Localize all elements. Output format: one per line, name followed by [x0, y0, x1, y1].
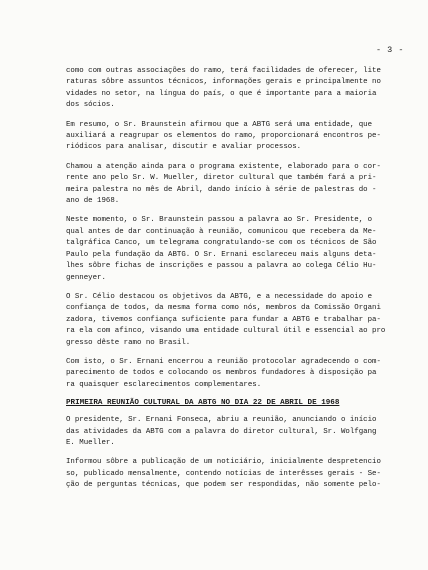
text-line: gresso dêste ramo no Brasil. [66, 338, 191, 347]
text-line: E. Mueller. [66, 438, 115, 447]
paragraph-program [66, 162, 402, 208]
text-line: Chamou a atenção ainda para o programa existente, elaborado para o cor- [66, 162, 381, 171]
text-line: auxiliará a reagrupar os elementos do ramo, proporcionará encontros pe- [66, 132, 381, 141]
text-line: ra quaisquer esclarecimentos complementares. [66, 380, 262, 389]
text-line: ra ela com afinco, visando uma entidade cultural útil e essencial ao pro [66, 327, 386, 336]
page-number: - 3 - [375, 45, 404, 55]
text-line: dos sócios. [66, 101, 115, 110]
text-line: Neste momento, o Sr. Braunstein passou a palavra ao Sr. Presidente, o [66, 216, 373, 225]
text-line: vidades no setor, na língua do país, o que é importante para a maioria [66, 89, 377, 98]
text-line: das atividades da ABTG com a palavra do diretor cultural, Sr. Wolfgang [66, 427, 377, 436]
text-line: zadora, tivemos confiança suficiente para fundar a ABTG e trabalhar pa- [66, 315, 381, 324]
text-line: Com isto, o Sr. Ernani encerrou a reunião protocolar agradecendo o com- [66, 357, 381, 366]
text-line: Informou sôbre a publicação de um noticiário, inicialmente despretencio [66, 458, 381, 467]
paragraph-opening [66, 415, 402, 449]
text-line: parecimento de todos e colocando os membros fundadores à disposição pa [66, 369, 377, 378]
text-line: Paulo pela fundação da ABTG. O Sr. Ernani esclareceu mais alguns deta- [66, 250, 377, 259]
text-line: lhes sôbre fichas de inscrições e passou a palavra ao colega Célio Hu- [66, 262, 377, 271]
text-line: qual antes de dar continuação à reunião, comunicou que recebera da Me- [66, 227, 377, 236]
text-line: so, publicado mensalmente, contendo notícias de interêsses gerais - Se- [66, 469, 381, 478]
text-line: O Sr. Célio destacou os objetivos da ABTG, e a necessidade do apoio e [66, 292, 373, 301]
text-line: meira palestra no mês de Abril, dando início à série de palestras do - [66, 185, 377, 194]
text-line: ano de 1968. [66, 197, 120, 206]
text-line: ção de perguntas técnicas, que podem ser respondidas, não somente pelo- [66, 481, 381, 490]
text-line: talgráfica Canco, um telegrama congratulando-se com os técnicos de São [66, 239, 377, 248]
text-line: riódicos para analisar, discutir e avaliar processos. [66, 143, 302, 152]
document-body [66, 66, 402, 500]
section-heading: PRIMEIRA REUNIÃO CULTURAL DA ABTG NO DIA 22 DE ABRIL DE 1968 [66, 399, 340, 408]
paragraph-closing [66, 357, 402, 391]
paragraph-president [66, 215, 402, 283]
text-line: confiança de todos, da mesma forma como nós, membros da Comissão Organi [66, 304, 381, 313]
text-line: rente ano pelo Sr. W. Mueller, diretor cultural que também fará a pri- [66, 174, 377, 183]
paragraph-associations [66, 66, 402, 112]
paragraph-summary [66, 120, 402, 154]
paragraph-celio [66, 292, 402, 349]
text-line: O presidente, Sr. Ernani Fonseca, abriu a reunião, anunciando o início [66, 416, 377, 425]
text-line: raturas sôbre assuntos técnicos, informações gerais e principalmente no [66, 78, 381, 87]
paragraph-newsletter [66, 457, 402, 491]
text-line: Em resumo, o Sr. Braunstein afirmou que a ABTG será uma entidade, que [66, 120, 373, 129]
text-line: genneyer. [66, 273, 106, 282]
text-line: como com outras associações do ramo, terá facilidades de oferecer, lite [66, 67, 381, 75]
